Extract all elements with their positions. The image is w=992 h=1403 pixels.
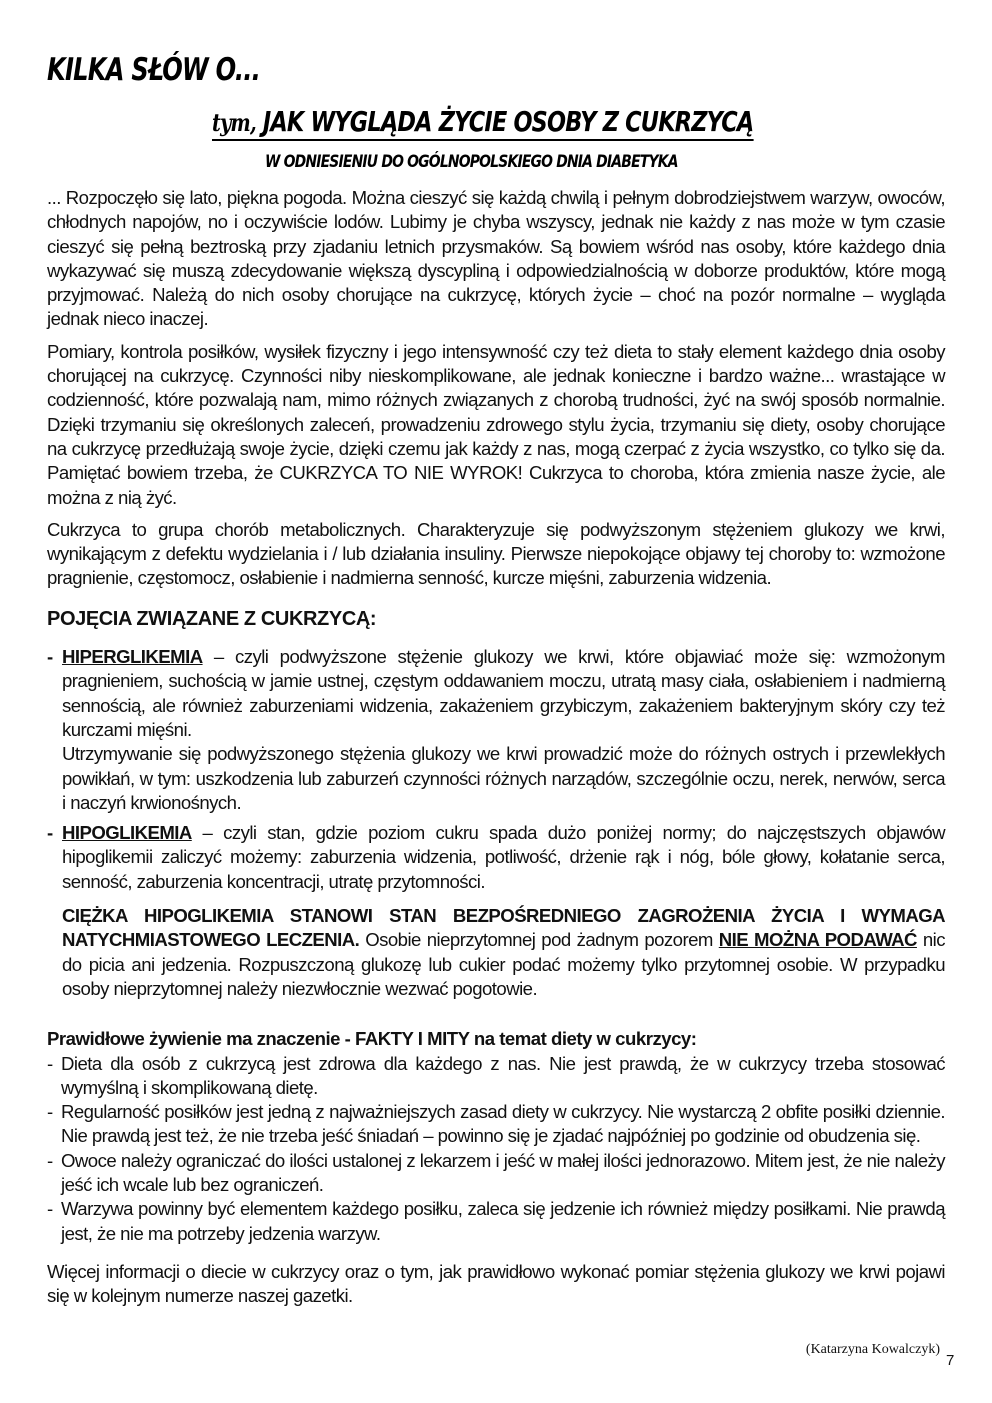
concept-definition: – czyli stan, gdzie poziom cukru spada dużo poniżej normy; do najczęstszych objawów hipoglikemii zaliczyć możemy: zaburzenia widzenia, potliwość, drżenie rąk i nóg, bóle głowy, kołatanie serca, senność, zaburzenia koncentracji, utratę przytomności. [62,822,945,892]
closing-paragraph: Więcej informacji o diecie w cukrzycy oraz o tym, jak prawidłowo wykonać pomiar stężenia glukozy we krwi pojawi się w kolejnym numerze naszej gazetki. [47,1260,945,1307]
diet-list-item [47,1052,945,1101]
article-title-lead: tym, [212,108,256,137]
intro-paragraph: Cukrzyca to grupa chorób metabolicznych. Charakteryzuje się podwyższonym stężeniem glukozy we krwi, wynikającym z defektu wydzielania i / lub działania insuliny. Pierwsze niepokojące objawy tej choroby to: wzmożone pragnienie, częstomocz, osłabienie i nadmierna senność, kurcze mięśni, zaburzenia widzenia. [47,518,945,589]
diet-item-text: Dieta dla osób z cukrzycą jest zdrowa dla każdego z nas. Nie jest prawdą, że w cukrzycy trzeba stosować wymyślną i skomplikowaną dietę. [61,1052,945,1098]
concept-item-hiperglikemia [47,645,945,815]
diet-list-item [47,1197,945,1246]
concept-item-hipoglikemia [47,821,945,894]
list-dash: - [47,1052,53,1074]
diet-item-text: Owoce należy ograniczać do ilości ustalonej z lekarzem i jeść w małej ilości jednorazowo. Mitem jest, że nie należy jeść ich wcale lub bez ograniczeń. [61,1149,945,1195]
list-dash: - [47,822,53,844]
warning-emphasis: NIE MOŻNA PODAWAĆ [718,929,917,951]
list-dash: - [47,646,53,668]
intro-paragraph: Pomiary, kontrola posiłków, wysiłek fizyczny i jego intensywność czy też dieta to stały element każdego dnia osoby chorującej na cukrzycę. Czynności niby nieskomplikowane, ale jednak konieczne i bardzo ważne... wrastające w codzienność, które pozwalają nam, mimo różnych związanych z chorobą trudności, żyć na swój sposób normalnie. Dzięki trzymaniu się określonych zaleceń, prowadzeniu zdrowego stylu życia, trzymaniu się diety, osoby chorujące na cukrzycę przedłużają swoje życie, dzięki czemu jak każdy z nas, mogą czerpać z życia wszystko, co tylko się da. Pamiętać bowiem trzeba, że CUKRZYCA TO NIE WYROK! Cukrzyca to choroba, która zmienia nasze życie, ale można z nią żyć. [47,340,945,508]
diet-list-item [47,1100,945,1149]
article-title-main: JAK WYGLĄDA ŻYCIE OSOBY Z CUKRZYCĄ [255,105,754,138]
diet-item-text: Warzywa powinny być elementem każdego posiłku, zaleca się jedzenie ich również między posiłkami. Nie prawdą jest, że nie ma potrzeby jedzenia warzyw. [61,1198,945,1244]
kicker-heading: KILKA SŁÓW O... [47,52,261,88]
concept-extra: Utrzymywanie się podwyższonego stężenia glukozy we krwi prowadzić może do różnych ostrych i przewlekłych powikłań, w tym: uszkodzenia lub zaburzeń czynności różnych narządów, szczególnie oczu, nerek, nerwów, serca i naczyń krwionośnych. [62,743,945,813]
concepts-heading: POJĘCIA ZWIĄZANE Z CUKRZYCĄ: [47,607,377,630]
list-dash: - [47,1101,53,1123]
diet-list-item [47,1149,945,1198]
intro-paragraph: ... Rozpoczęło się lato, piękna pogoda. Można cieszyć się każdą chwilą i pełnym dobrodziejstwem warzyw, owoców, chłodnych napojów, no i oczywiście lodów. Lubimy je chyba wszyscy, jednak nie każdy z nas może w tym czasie cieszyć się pełną beztroską przy zjadaniu letnich przysmaków. Są bowiem wśród nas osoby, które każdego dnia wykazywać się muszą zdecydowanie większą dyscypliną i odpowiedzialnością w doborze produktów, które mogą przyjmować. Należą do nich osoby chorujące na cukrzycę, których życie – choć na pozór normalne – wygląda jednak nieco inaczej. [47,187,945,330]
hypoglycemia-warning [62,904,945,1001]
article-title [212,105,753,141]
concept-term: HIPERGLIKEMIA [62,646,203,668]
warning-bold: CIĘŻKA HIPOGLIKEMIA STANOWI STAN BEZPOŚREDNIEGO ZAGROŻENIA ŻYCIA I WYMAGA NATYCHMIASTOWEGO LECZENIA. [62,905,945,951]
article-subtitle: W ODNIESIENIU DO OGÓLNOPOLSKIEGO DNIA DIABETYKA [265,152,678,172]
list-dash: - [47,1149,53,1171]
page-number: 7 [946,1352,955,1369]
diet-item-text: Regularność posiłków jest jedną z najważniejszych zasad diety w cukrzycy. Nie wystarczą 2 obfite posiłki dziennie. Nie prawdą jest też, że nie trzeba jeść śniadań – powinno się je zjadać najpóźniej po godzinie od obudzenia się. [61,1101,945,1147]
warning-text: nic do picia ani jedzenia. Rozpuszczoną glukozę lub cukier podać możemy tylko przytomnej osobie. W przypadku osoby nieprzytomnej należy niezwłocznie wezwać pogotowie. [62,929,945,999]
author-signature: (Katarzyna Kowalczyk) [805,1342,940,1357]
concept-term: HIPOGLIKEMIA [62,822,192,844]
article-body [47,186,945,1316]
diet-heading: Prawidłowe żywienie ma znaczenie - FAKTY I MITY na temat diety w cukrzycy: [47,1028,697,1050]
concept-definition: – czyli podwyższone stężenie glukozy we krwi, które objawiać może się: wzmożonym pragnieniem, suchością w jamie ustnej, częstym oddawaniem moczu, utratą masy ciała, osłabieniem i nadmierną sennością, ale również zaburzeniami widzenia, zakażeniem grzybiczym, zakażeniem bakteryjnym skóry czy też kurczami mięśni. [62,646,945,740]
list-dash: - [47,1198,53,1220]
warning-text: Osobie nieprzytomnej pod żadnym pozorem [359,929,719,951]
